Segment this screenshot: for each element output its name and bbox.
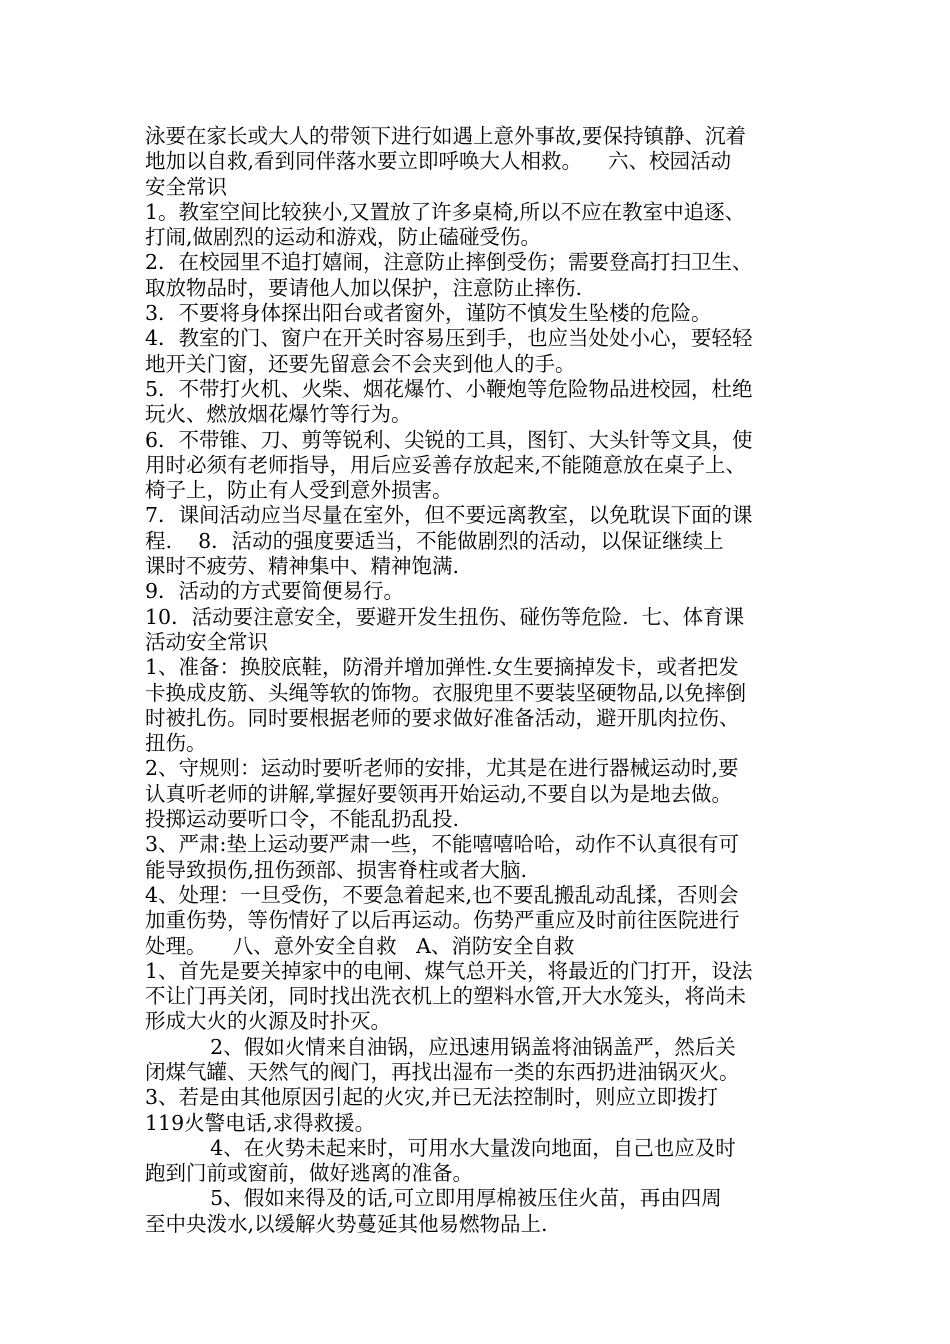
text-line: 5、假如来得及的话,可立即用厚棉被压住火苗，再由四周: [145, 1186, 722, 1211]
text-line: 投掷运动要听口令，不能乱扔乱投.: [145, 807, 460, 832]
text-line: 泳要在家长或大人的带领下进行如遇上意外事故,要保持镇静、沉着: [145, 124, 747, 148]
text-line: 跑到门前或窗前，做好逃离的准备。: [145, 1161, 473, 1186]
text-line: 认真听老师的讲解,掌握好要领再开始运动,不要自以为是地去做。: [145, 781, 733, 806]
text-line: 10．活动要注意安全，要避开发生扭伤、碰伤等危险. 七、体育课: [145, 604, 745, 629]
text-line: 打闹,做剧烈的运动和游戏，防止磕碰受伤。: [145, 225, 542, 250]
text-line: 用时必须有老师指导，用后应妥善存放起来,不能随意放在桌子上、: [145, 452, 747, 477]
document-body: [145, 124, 815, 1237]
text-line: 1、准备：换胶底鞋，防滑并增加弹性.女生要摘掉发卡，或者把发: [145, 655, 739, 680]
text-line: 3、若是由其他原因引起的火灾,并已无法控制时，则应立即拨打: [145, 1085, 719, 1110]
text-line: 加重伤势，等伤情好了以后再运动。伤势严重应及时前往医院进行: [145, 908, 740, 933]
text-line: 课时不疲劳、精神集中、精神饱满.: [145, 554, 460, 579]
text-line: 6．不带锥、刀、剪等锐利、尖锐的工具，图钉、大头针等文具，使: [145, 427, 753, 452]
text-line: 7．课间活动应当尽量在室外，但不要远离教室，以免耽误下面的课: [145, 503, 753, 528]
text-line: 4．教室的门、窗户在开关时容易压到手，也应当处处小心，要轻轻: [145, 326, 753, 351]
text-line: 安全常识: [145, 174, 227, 199]
text-line: 地加以自救,看到同伴落水要立即呼唤大人相救。 六、校园活动: [145, 149, 732, 174]
text-line: 2、守规则：运动时要听老师的安排，尤其是在进行器械运动时,要: [145, 756, 739, 781]
text-line: 扭伤。: [145, 731, 207, 756]
text-line: 不让门再关闭，同时找出洗衣机上的塑料水管,开大水笼头，将尚未: [145, 984, 747, 1009]
text-line: 4、处理：一旦受伤，不要急着起来,也不要乱搬乱动乱揉，否则会: [145, 882, 739, 907]
text-line: 取放物品时，要请他人加以保护，注意防止摔伤.: [145, 275, 583, 300]
text-line: 9．活动的方式要简便易行。: [145, 579, 405, 604]
text-line: 1。教室空间比较狭小,又置放了许多桌椅,所以不应在教室中追逐、: [145, 199, 746, 224]
text-line: 椅子上，防止有人受到意外损害。: [145, 478, 453, 503]
text-line: 能导致损伤,扭伤颈部、损害脊柱或者大脑.: [145, 857, 528, 882]
text-line: 4、在火势未起来时，可用水大量泼向地面，自己也应及时: [145, 1135, 736, 1160]
text-line: 2、假如火情来自油锅，应迅速用锅盖将油锅盖严，然后关: [145, 1034, 736, 1059]
text-line: 时被扎伤。同时要根据老师的要求做好准备活动，避开肌肉拉伤、: [145, 705, 740, 730]
text-line: 形成大火的火源及时扑灭。: [145, 1009, 391, 1034]
text-line: 1、首先是要关掉家中的电闸、煤气总开关，将最近的门打开，设法: [145, 958, 753, 983]
text-line: 处理。 八、意外安全自救 A、消防安全自救: [145, 933, 575, 958]
text-line: 程. 8．活动的强度要适当，不能做剧烈的活动，以保证继续上: [145, 528, 724, 553]
text-line: 卡换成皮筋、头绳等软的饰物。衣服兜里不要装坚硬物品,以免摔倒: [145, 680, 747, 705]
text-line: 5．不带打火机、火柴、烟花爆竹、小鞭炮等危险物品进校园，杜绝: [145, 376, 753, 401]
text-line: 119火警电话,求得救援。: [145, 1110, 376, 1135]
text-line: 活动安全常识: [145, 629, 268, 654]
text-line: 3、严肃:垫上运动要严肃一些，不能嘻嘻哈哈，动作不认真很有可: [145, 832, 739, 857]
text-line: 至中央泼水,以缓解火势蔓延其他易燃物品上.: [145, 1211, 548, 1236]
text-line: 地开关门窗，还要先留意会不会夹到他人的手。: [145, 351, 576, 376]
text-line: 玩火、燃放烟花爆竹等行为。: [145, 402, 412, 427]
text-line: 2．在校园里不追打嬉闹，注意防止摔倒受伤；需要登高打扫卫生、: [145, 250, 753, 275]
text-line: 3．不要将身体探出阳台或者窗外，谨防不慎发生坠楼的危险。: [145, 301, 712, 326]
text-line: 闭煤气罐、天然气的阀门，再找出湿布一类的东西扔进油锅灭火。: [145, 1059, 740, 1084]
